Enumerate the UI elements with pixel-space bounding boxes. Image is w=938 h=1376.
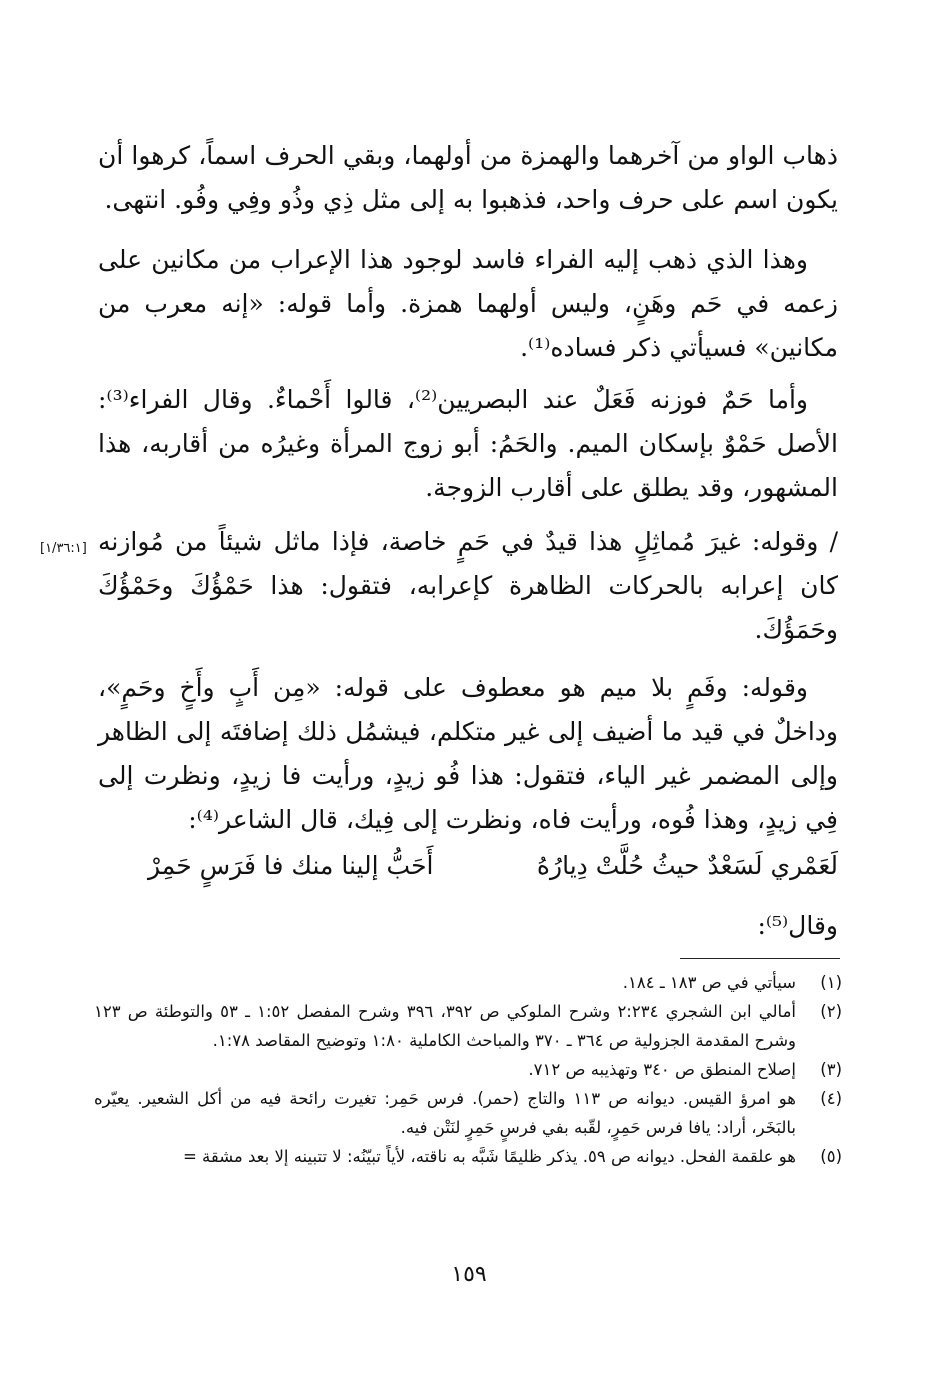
manuscript-folio-marker: [١/٣٦:١] — [40, 541, 87, 556]
paragraph-4: / وقوله: غيرَ مُماثِلٍ هذا قيدٌ في حَمٍ خاصة، فإذا ماثل شيئاً من مُوازنه كان إعرابه بالحركات الظاهرة كإعرابه، فتقول: هذا حَمْؤُكَ وحَمْؤُكَ وحَمَؤُكَ. — [98, 527, 838, 644]
footnote-text: هو علقمة الفحل. ديوانه ص ٥٩. يذكر ظليمًا شَبَّه به ناقته، لأياً تبيّنُه: لا تتبينه إلا بعد مشقة = — [182, 1147, 796, 1166]
footnote — [94, 1055, 842, 1084]
paragraph-5: وقوله: وفَمٍ بلا ميم هو معطوف على قوله: «مِن أَبٍ وأَخٍ وحَمٍ»، وداخلٌ في قيد ما أضيف إلى غير متكلم، فيشمُل ذلك إضافتَه إلى الظاهر وإلى المضمر غير الياء، فتقول: هذا فُو زيدٍ، ورأيت فا زيدٍ، ونظرت إلى فِي زيدٍ، وهذا فُوه، ورأيت فاه، ونظرت إلى فِيك، قال الشاعر⁽⁴⁾: — [98, 673, 838, 834]
footnotes — [94, 968, 842, 1171]
footnote-number: (١) — [820, 973, 842, 992]
footnote-number: (٣) — [820, 1060, 842, 1079]
footnote — [94, 997, 842, 1055]
verse-intro: وقال⁽⁵⁾: — [757, 911, 838, 940]
paragraph-3: وأما حَمٌ فوزنه فَعَلٌ عند البصريين⁽²⁾، قالوا أَحْماءٌ. وقال الفراء⁽³⁾: الأصل حَمْوٌ بإسكان الميم. والحَمُ: أبو زوج المرأة وغيرُه من أقاربه، هذا المشهور، وقد يطلق على أقارب الزوجة. — [98, 385, 838, 502]
verse-second-hemistich: أَحَبُّ إلينا منك فا فَرَسٍ حَمِرْ — [148, 851, 434, 880]
paragraph-2: وهذا الذي ذهب إليه الفراء فاسد لوجود هذا الإعراب من مكانين على زعمه في حَم وهَنٍ، وليس أولهما همزة. وأما قوله: «إنه معرب من مكانين» فسيأتي ذكر فساده⁽¹⁾. — [98, 245, 838, 362]
footnote-number: (٤) — [820, 1089, 842, 1108]
footnote — [94, 1084, 842, 1142]
footnote — [94, 968, 842, 997]
footnote-number: (٥) — [820, 1147, 842, 1166]
footnote-text: أمالي ابن الشجري ٢:٢٣٤ وشرح الملوكي ص ٣٩٢، ٣٩٦ وشرح المفصل ١:٥٢ ـ ٥٣ والتوطئة ص ١٢٣ وشرح المقدمة الجزولية ص ٣٦٤ ـ ٣٧٠ والمباحث الكاملية ١:٨٠ وتوضيح المقاصد ١:٧٨. — [94, 1002, 796, 1050]
paragraph-1: ذهاب الواو من آخرهما والهمزة من أولهما، وبقي الحرف اسماً، كرهوا أن يكون اسم على حرف واحد، فذهبوا به إلى مثل ذِي وذُو وفِي وفُو. انتهى. — [98, 141, 838, 214]
footnote — [94, 1142, 842, 1171]
footnote-divider — [680, 958, 840, 959]
verse-first-hemistich: لَعَمْري لَسَعْدٌ حيثُ حُلَّتْ دِيارُهُ — [536, 851, 838, 880]
footnote-text: سيأتي في ص ١٨٣ ـ ١٨٤. — [622, 973, 796, 992]
footnote-number: (٢) — [820, 1002, 842, 1021]
poetry-verse — [148, 844, 838, 888]
footnote-text: هو امرؤ القيس. ديوانه ص ١١٣ والتاج (حمر). فرس حَمِر: تغيرت رائحة فيه من أكل الشعير. يعيّره بالبَخَر، أراد: يافا فرس حَمِرٍ، لقّبه بفي فرسٍ حَمِرٍ لنَتْن فيه. — [94, 1089, 796, 1137]
page-number: ١٥٩ — [451, 1262, 487, 1287]
footnote-text: إصلاح المنطق ص ٣٤٠ وتهذيبه ص ٧١٢. — [528, 1060, 796, 1079]
